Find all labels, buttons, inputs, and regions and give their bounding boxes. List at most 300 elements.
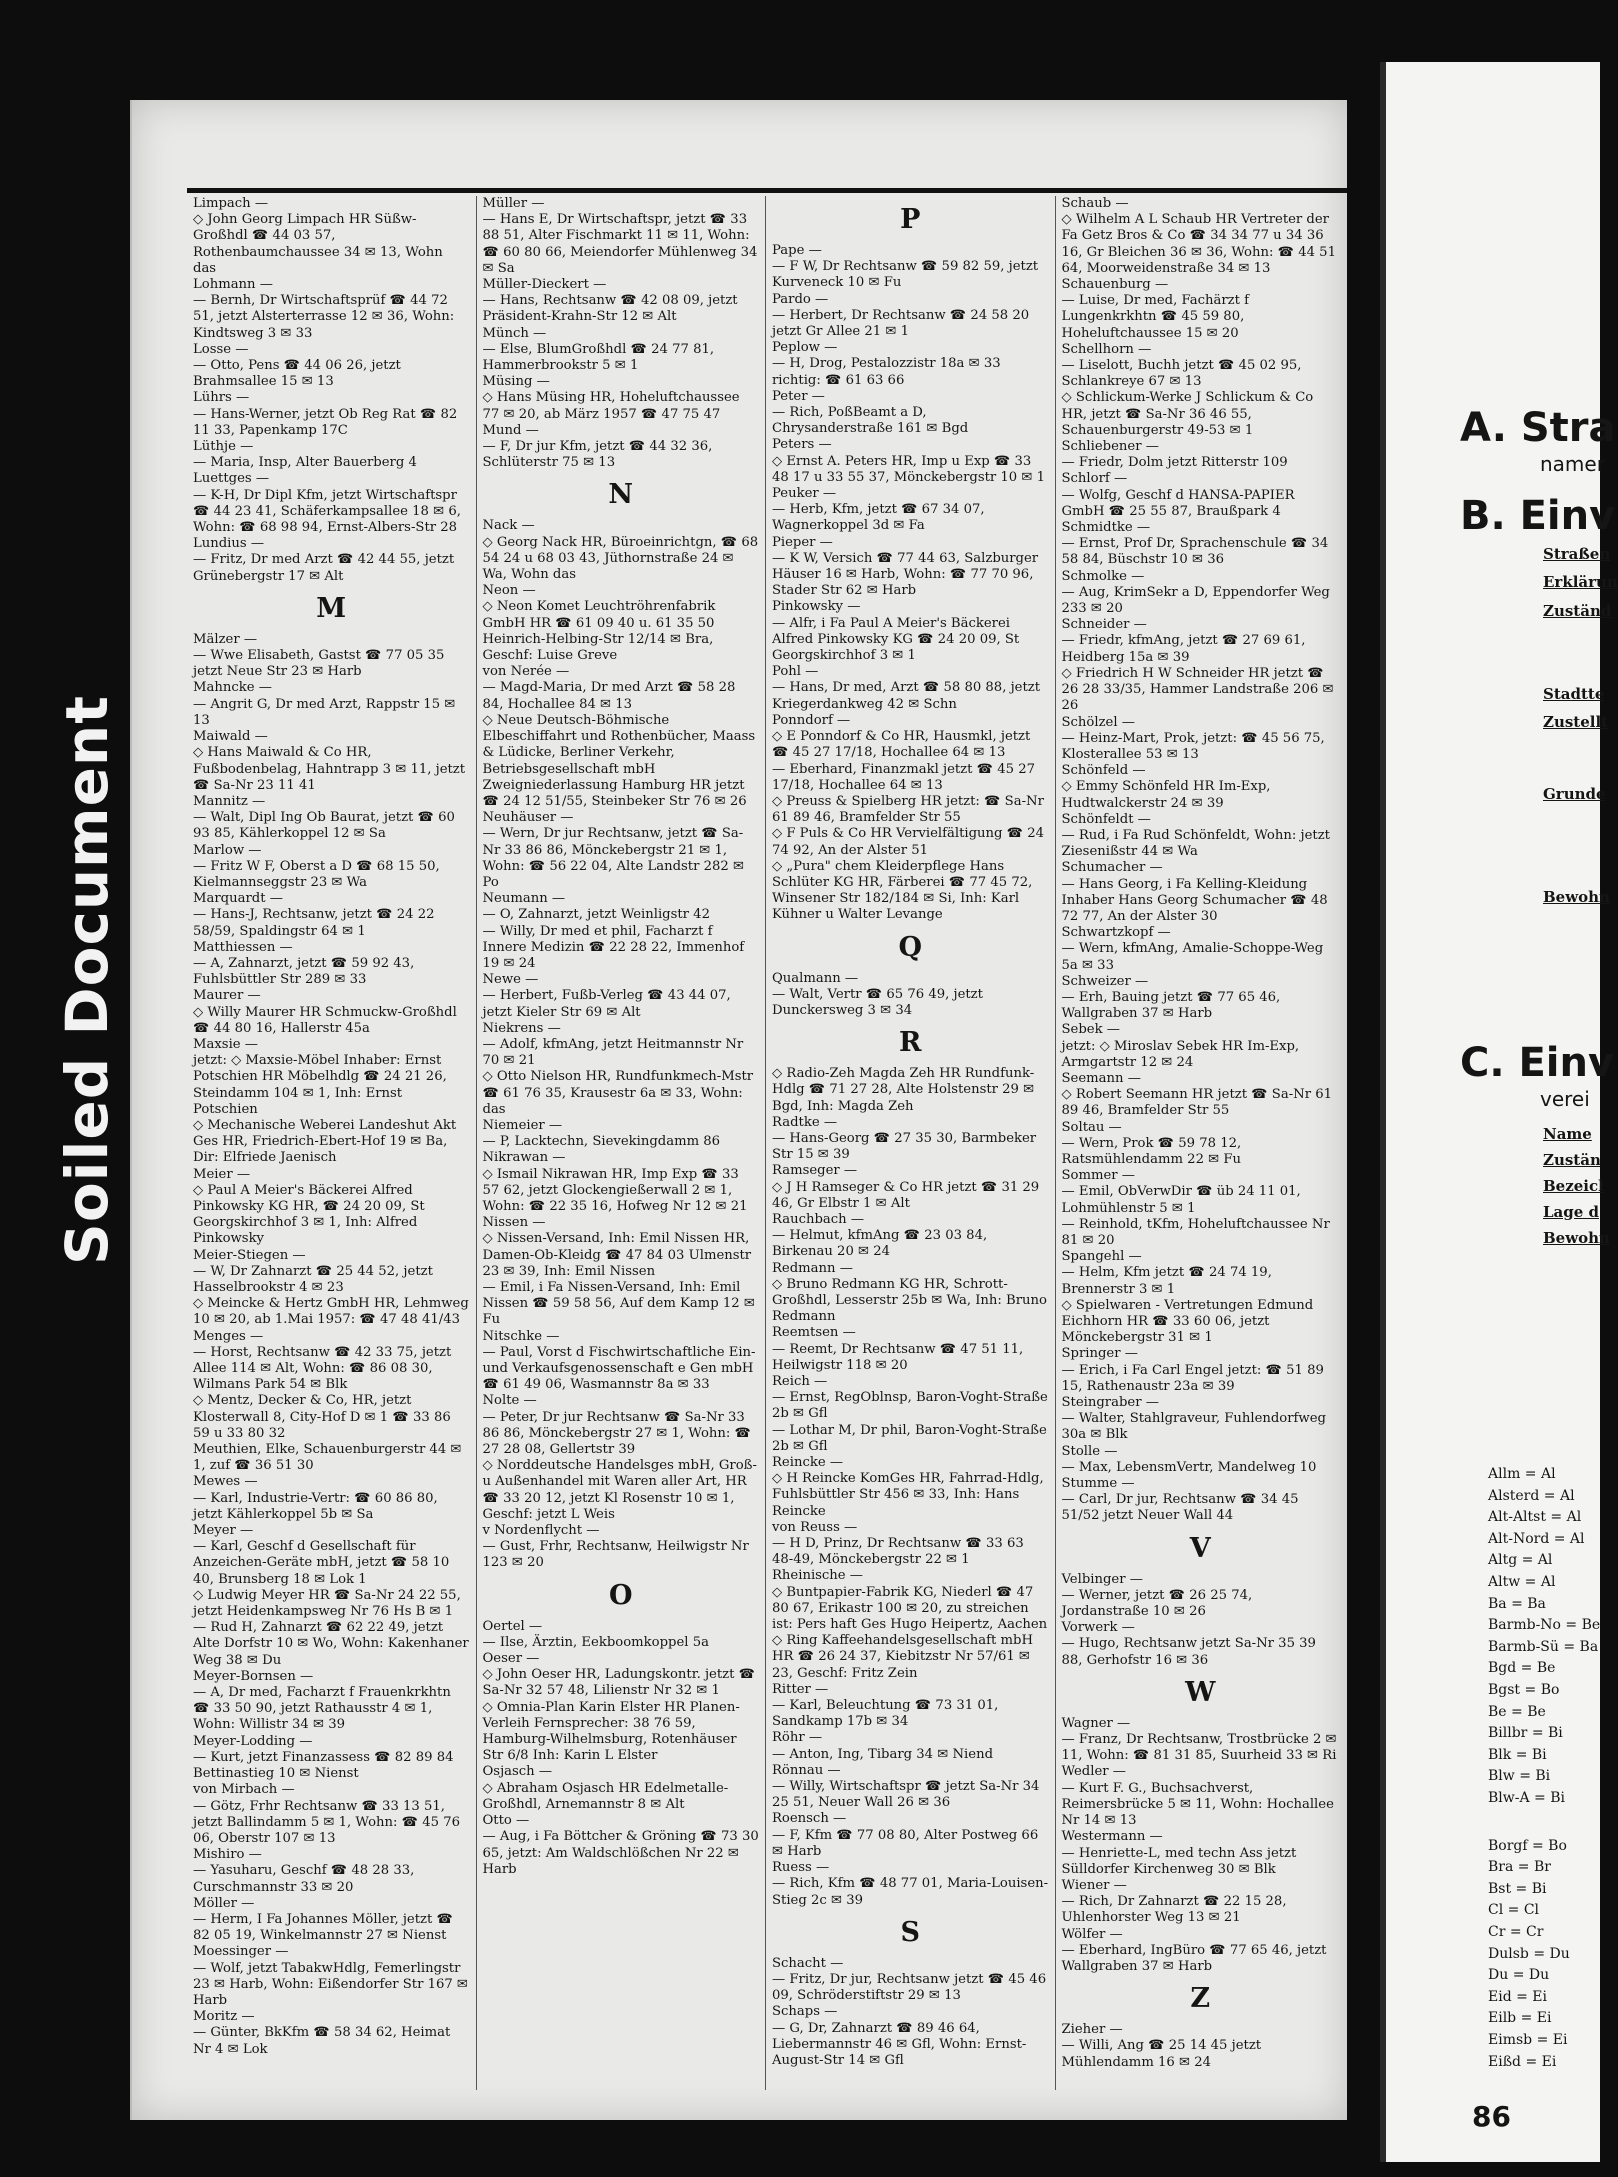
directory-entry: Peplow — (772, 340, 838, 356)
directory-entry: Otto — (482, 1813, 530, 1829)
directory-entry: — Wolfg, Geschf d HANSA-PAPIER GmbH ☎ 25 55 87, Braußpark 4 (1061, 487, 1295, 519)
section-letter: N (608, 479, 634, 511)
directory-entry: ◇ Mentz, Decker & Co, HR, jetzt Klosterwall 8, City-Hof D ✉ 1 ☎ 33 86 59 u 33 80 32 (193, 1393, 451, 1441)
directory-entry: Wagner — (1061, 1715, 1131, 1731)
directory-entry: Oertel — (482, 1618, 543, 1634)
abbreviation-entry: Du = Du (1488, 1967, 1550, 1984)
directory-entry: Niemeier — (482, 1117, 563, 1133)
directory-entry: — A, Zahnarzt, jetzt ☎ 59 92 43, Fuhlsbüttler Str 289 ✉ 33 (193, 955, 415, 988)
directory-entry: — Karl, Beleuchtung ☎ 73 31 01, Sandkamp 17b ✉ 34 (772, 1698, 999, 1730)
directory-entry: — Rich, PoßBeamt a D, Chrysanderstraße 161 ✉ Bgd (772, 405, 969, 437)
directory-entry: ◇ Ernst A. Peters HR, Imp u Exp ☎ 33 48 17 u 33 55 37, Mönckebergstr 10 ✉ 1 (772, 453, 1046, 485)
contents-link: Grunde (1543, 785, 1606, 803)
directory-entry: ◇ F Puls & Co HR Vervielfältigung ☎ 24 74 92, An der Alster 51 (772, 826, 1045, 858)
abbreviation-entry: Eilb = Ei (1488, 2010, 1552, 2027)
directory-entry: Mishiro — (193, 1847, 262, 1863)
directory-entry: Schliebener — (1061, 439, 1159, 455)
directory-page (130, 100, 1347, 2120)
directory-entry: Neuhäuser — (482, 810, 574, 826)
directory-entry: — Helm, Kfm jetzt ☎ 24 74 19, Brennerstr 3 ✉ 1 (1061, 1265, 1272, 1297)
directory-entry: — Aug, KrimSekr a D, Eppendorfer Weg 233 ✉ 20 (1061, 584, 1330, 617)
directory-entry: Maurer — (193, 988, 261, 1004)
directory-entry: — Herm, I Fa Johannes Möller, jetzt ☎ 82 05 19, Winkelmannstr 27 ✉ Nienst (193, 1911, 453, 1944)
directory-entry: Matthiessen — (193, 939, 293, 955)
directory-entry: ◇ Abraham Osjasch HR Edelmetalle-Großhdl, Arnemannstr 8 ✉ Alt (482, 1780, 729, 1812)
section-subheading: verei (1540, 1087, 1590, 1111)
abbreviation-entry: Bgst = Bo (1488, 1682, 1560, 1698)
contents-link: Erklärun (1543, 573, 1618, 591)
directory-entry: Luettges — (193, 471, 270, 487)
abbreviation-entry: Alt-Nord = Al (1488, 1530, 1585, 1547)
directory-entry: Zieher — (1061, 2022, 1123, 2038)
top-rule (187, 188, 1347, 193)
directory-entry: Losse — (193, 341, 249, 357)
directory-entry: — F, Kfm ☎ 77 08 80, Alter Postweg 66 ✉ Harb (772, 1827, 1039, 1859)
directory-entry: Seemann — (1061, 1070, 1141, 1086)
adjacent-page (1380, 62, 1618, 2162)
directory-entry: Pape — (772, 243, 822, 258)
directory-entry: — Kurt, jetzt Finanzassess ☎ 82 89 84 Bettinastieg 10 ✉ Nienst (193, 1749, 454, 1782)
directory-entry: Peuker — (772, 486, 837, 502)
directory-entry: Pardo — (772, 291, 829, 307)
page-number: 86 (1472, 2100, 1511, 2133)
directory-entry: Marlow — (193, 842, 262, 858)
directory-entry: Möller — (193, 1895, 255, 1911)
directory-entry: Maiwald — (193, 729, 268, 745)
directory-entry: — Rich, Kfm ☎ 48 77 01, Maria-Louisen-Stieg 2c ✉ 39 (772, 1876, 1049, 1908)
directory-entry: — A, Dr med, Facharzt f Frauenkrkhtn ☎ 33 50 90, jetzt Rathausstr 4 ✉ 1, Wohn: Willistr 34 ✉ 39 (193, 1685, 451, 1733)
directory-entry: ◇ Paul A Meier's Bäckerei Alfred Pinkowsky KG HR, ☎ 24 20 09, St Georgskirchhof 3 ✉ 1, Inh: Alfred Pinkowsky (193, 1182, 425, 1247)
directory-entry: — H D, Prinz, Dr Rechtsanw ☎ 33 63 48-49, Mönckebergstr 22 ✉ 1 (772, 1536, 1024, 1568)
directory-entry: — Rud, i Fa Rud Schönfeldt, Wohn: jetzt Ziesenißstr 44 ✉ Wa (1061, 827, 1330, 860)
directory-entry: — Heinz-Mart, Prok, jetzt: ☎ 45 56 75, Klosterallee 53 ✉ 13 (1061, 730, 1325, 762)
directory-entry: — Wern, Prok ☎ 59 78 12, Ratsmühlendamm 22 ✉ Fu (1061, 1135, 1242, 1167)
directory-entry: — Hans E, Dr Wirtschaftspr, jetzt ☎ 33 88 51, Alter Fischmarkt 11 ✉ 11, Wohn: ☎ 60 80 66, Meiendorfer Mühlenweg 34 ✉ Sa (482, 212, 758, 276)
directory-entry: Pieper — (772, 534, 833, 550)
directory-entry: — Erich, i Fa Carl Engel jetzt: ☎ 51 89 15, Rathenaustr 23a ✉ 39 (1061, 1362, 1324, 1394)
directory-entry: ◇ Preuss & Spielberg HR jetzt: ☎ Sa-Nr 61 89 46, Bramfelder Str 55 (772, 793, 1044, 826)
directory-entry: Sommer — (1061, 1168, 1135, 1184)
directory-entry: Rönnau — (772, 1762, 841, 1778)
contents-link: Straßen (1543, 545, 1611, 563)
directory-entry: Mannitz — (193, 793, 266, 809)
abbreviation-entry: Cl = Cl (1488, 1902, 1540, 1919)
directory-entry: — K-H, Dr Dipl Kfm, jetzt Wirtschaftspr ☎ 44 23 41, Schäferkampsallee 18 ✉ 6, Wohn: ☎ 68 98 94, Ernst-Albers-Str 28 (193, 487, 461, 536)
directory-entry: — O, Zahnarzt, jetzt Weinligstr 42 (482, 907, 710, 923)
directory-entry: Lohmann — (193, 277, 273, 293)
abbreviation-entry: Blw = Bi (1488, 1768, 1551, 1785)
directory-entry: — Herbert, Fußb-Verleg ☎ 43 44 07, jetzt Kieler Str 69 ✉ Alt (482, 988, 731, 1020)
directory-entry: Maxsie — (193, 1036, 258, 1052)
directory-entry: Schacht — (772, 1955, 844, 1971)
directory-entry: Münch — (482, 325, 547, 341)
section-letter: S (900, 1916, 920, 1948)
directory-entry: ◇ E Ponndorf & Co HR, Hausmkl, jetzt ☎ 45 27 17/18, Hochallee 64 ✉ 13 (772, 729, 1031, 761)
directory-entry: Nissen — (482, 1215, 546, 1231)
directory-entry: — Willy, Dr med et phil, Facharzt f Innere Medizin ☎ 22 28 22, Immenhof 19 ✉ 24 (482, 923, 745, 971)
directory-entry: ◇ Mechanische Weberei Landeshut Akt Ges HR, Friedrich-Ebert-Hof 19 ✉ Ba, Dir: Elfriede Jaenisch (193, 1117, 457, 1166)
directory-entry: — Hans, Rechtsanw ☎ 42 08 09, jetzt Präsident-Krahn-Str 12 ✉ Alt (482, 293, 738, 325)
directory-entry: ◇ John Oeser HR, Ladungskontr. jetzt ☎ Sa-Nr 32 57 48, Lilienstr Nr 32 ✉ 1 (482, 1667, 756, 1699)
directory-entry: ◇ Otto Nielson HR, Rundfunkmech-Mstr ☎ 61 76 35, Krausestr 6a ✉ 33, Wohn: das (482, 1069, 754, 1117)
directory-entry: ◇ Ludwig Meyer HR ☎ Sa-Nr 24 22 55, jetzt Heidenkampsweg Nr 76 Hs B ✉ 1 (193, 1587, 461, 1620)
directory-columns (187, 196, 1345, 2090)
section-letter: O (608, 1579, 633, 1611)
directory-entry: Schellhorn — (1061, 341, 1152, 357)
section-heading: A. Stra (1460, 405, 1616, 451)
directory-entry: Ponndorf — (772, 712, 851, 728)
directory-entry: Schlorf — (1061, 471, 1128, 487)
directory-entry: — Anton, Ing, Tibarg 34 ✉ Niend (772, 1746, 994, 1762)
directory-entry: Springer — (1061, 1346, 1138, 1362)
directory-entry: Rheinische — (772, 1568, 863, 1584)
directory-entry: Moessinger — (193, 1944, 289, 1960)
directory-entry: v Nordenflycht — (482, 1523, 600, 1539)
directory-entry: ◇ Ring Kaffeehandelsgesellschaft mbH HR ☎ 26 24 37, Kiebitzstr Nr 57/61 ✉ 23, Geschf: Fritz Zein (772, 1633, 1033, 1681)
directory-entry: Wölfer — (1061, 1926, 1123, 1942)
directory-entry: — Hans-Werner, jetzt Ob Reg Rat ☎ 82 11 33, Papenkamp 17C (193, 406, 458, 438)
directory-entry: — Otto, Pens ☎ 44 06 26, jetzt Brahmsallee 15 ✉ 13 (193, 358, 401, 390)
directory-entry: Schumacher — (1061, 860, 1163, 876)
directory-entry: — Hugo, Rechtsanw jetzt Sa-Nr 35 39 88, Gerhofstr 16 ✉ 36 (1061, 1636, 1316, 1668)
directory-entry: — Herbert, Dr Rechtsanw ☎ 24 58 20 jetzt Gr Allee 21 ✉ 1 (772, 307, 1030, 340)
directory-entry: ◇ H Reincke KomGes HR, Fahrrad-Hdlg, Fuhlsbüttler Str 456 ✉ 33, Inh: Hans Reincke (772, 1471, 1044, 1519)
directory-entry: Neon — (482, 583, 536, 599)
directory-entry: Schmidtke — (1061, 520, 1151, 536)
directory-entry: Nikrawan — (482, 1150, 566, 1166)
directory-entry: Müller-Dieckert — (482, 277, 607, 293)
directory-entry: Meyer — (193, 1523, 254, 1539)
directory-entry: — Fritz, Dr jur, Rechtsanw jetzt ☎ 45 46 09, Schröderstiftstr 29 ✉ 13 (772, 1971, 1047, 2004)
directory-entry: Mälzer — (193, 631, 258, 647)
abbreviation-entry: Barmb-Sü = Ba (1488, 1638, 1599, 1655)
directory-entry: — Peter, Dr jur Rechtsanw ☎ Sa-Nr 33 86 86, Mönckebergstr 27 ✉ 1, Wohn: ☎ 27 28 08, Gellertstr 39 (482, 1409, 751, 1458)
abbreviation-entry: Blw-A = Bi (1488, 1790, 1565, 1806)
section-letter: W (1185, 1676, 1216, 1708)
directory-entry: — Hans-Georg ☎ 27 35 30, Barmbeker Str 15 ✉ 39 (772, 1130, 1037, 1163)
directory-entry: — Werner, jetzt ☎ 26 25 74, Jordanstraße 10 ✉ 26 (1061, 1587, 1253, 1620)
directory-entry: — F, Dr jur Kfm, jetzt ☎ 44 32 36, Schlüterstr 75 ✉ 13 (482, 439, 713, 471)
directory-entry: — Helmut, kfmAng ☎ 23 03 84, Birkenau 20 ✉ 24 (772, 1228, 988, 1260)
directory-entry: ◇ Neon Komet Leuchtröhrenfabrik GmbH HR ☎ 61 09 40 u. 61 35 50 Heinrich-Helbing-Str 12/14 ✉ Bra, Geschf: Luise Greve (482, 599, 716, 664)
directory-entry: — Kurt F. G., Buchsachverst, Reimersbrücke 5 ✉ 11, Wohn: Hochallee Nr 14 ✉ 13 (1061, 1780, 1334, 1829)
directory-entry: Limpach — (193, 196, 269, 211)
section-heading: B. Einv (1460, 493, 1616, 539)
directory-entry: ◇ Hans Müsing HR, Hoheluftchaussee 77 ✉ 20, ab März 1957 ☎ 47 75 47 (482, 390, 740, 422)
directory-entry: Marquardt — (193, 891, 283, 907)
directory-entry: Neumann — (482, 891, 566, 907)
directory-entry: ◇ Robert Seemann HR jetzt ☎ Sa-Nr 61 89 46, Bramfelder Str 55 (1061, 1087, 1332, 1119)
directory-entry: — Erh, Bauing jetzt ☎ 77 65 46, Wallgraben 37 ✉ Harb (1061, 989, 1281, 1022)
abbreviation-entry: Bst = Bi (1488, 1880, 1547, 1897)
directory-entry: — Karl, Industrie-Vertr: ☎ 60 86 80, jetzt Kählerkoppel 5b ✉ Sa (193, 1490, 438, 1522)
section-letter: Z (1190, 1983, 1211, 2015)
directory-entry: — H, Drog, Pestalozzistr 18a ✉ 33 richtig: ☎ 61 63 66 (772, 356, 1001, 388)
directory-entry: ◇ Nissen-Versand, Inh: Emil Nissen HR, Damen-Ob-Kleidg ☎ 47 84 03 Ulmenstr 23 ✉ 39, Inh: Emil Nissen (482, 1231, 752, 1279)
directory-entry: — Walter, Stahlgraveur, Fuhlendorfweg 30a ✉ Blk (1061, 1411, 1326, 1443)
directory-entry: von Nerée — (482, 664, 570, 680)
stamp-text: Soiled Document (53, 695, 122, 1265)
directory-entry: jetzt: ◇ Miroslav Sebek HR Im-Exp, Armgartstr 12 ✉ 24 (1061, 1038, 1300, 1070)
abbreviation-entry: Be = Be (1488, 1703, 1546, 1720)
directory-entry: — Herb, Kfm, jetzt ☎ 67 34 07, Wagnerkoppel 3d ✉ Fa (772, 502, 985, 534)
directory-entry: Peter — (772, 388, 825, 404)
directory-entry: ◇ Hans Maiwald & Co HR, Fußbodenbelag, Hahntrapp 3 ✉ 11, jetzt ☎ Sa-Nr 23 11 41 (193, 745, 466, 793)
directory-entry: Schweizer — (1061, 973, 1149, 989)
directory-entry: — Friedr, kfmAng, jetzt ☎ 27 69 61, Heidberg 15a ✉ 39 (1061, 633, 1306, 665)
abbreviation-entry: Barmb-No = Be (1488, 1617, 1601, 1634)
section-letter: Q (898, 931, 923, 963)
page-gutter (1380, 62, 1386, 2162)
directory-entry: — Rich, Dr Zahnarzt ☎ 22 15 28, Uhlenhorster Weg 13 ✉ 21 (1061, 1894, 1287, 1926)
directory-entry: ◇ Neue Deutsch-Böhmische Elbeschiffahrt und Rothenbücher, Maass & Lüdicke, Berliner Verkehr, Betriebsgesellschaft mbH Zweigniederlassung Hamburg HR jetzt ☎ 24 12 51/55, Steinbeker Str 76 ✉ 26 (482, 712, 756, 809)
column-1 (187, 196, 477, 2090)
directory-entry: Westermann — (1061, 1829, 1163, 1845)
directory-entry: Niekrens — (482, 1020, 561, 1036)
abbreviation-entry: Billbr = Bi (1488, 1725, 1563, 1742)
abbreviation-entry: Eid = Ei (1488, 1988, 1547, 2005)
directory-entry: Redmann — (772, 1260, 853, 1276)
directory-entry: — Willi, Ang ☎ 25 14 45 jetzt Mühlendamm 16 ✉ 24 (1061, 2038, 1262, 2070)
directory-entry: ◇ Georg Nack HR, Büroeinrichtgn, ☎ 68 54 24 u 68 03 43, Jüthornstraße 24 ✉ Wa, Wohn das (482, 534, 759, 583)
directory-entry: — Ilse, Ärztin, Eekboomkoppel 5a (482, 1634, 709, 1650)
directory-entry: ◇ J H Ramseger & Co HR jetzt ☎ 31 29 46, Gr Elbstr 1 ✉ Alt (772, 1179, 1040, 1211)
directory-entry: ◇ Omnia-Plan Karin Elster HR Planen-Verleih Fernsprecher: 38 76 59, Hamburg-Wilhelmsburg, Rotenhäuser Str 6/8 Inh: Karin L Elster (482, 1699, 740, 1764)
column-4 (1056, 196, 1346, 2090)
directory-entry: — Maria, Insp, Alter Bauerberg 4 (193, 455, 417, 471)
directory-entry: Lundius — (193, 536, 265, 552)
directory-entry: — Fritz, Dr med Arzt ☎ 42 44 55, jetzt Grünebergstr 17 ✉ Alt (193, 552, 455, 584)
contents-link: Lage d (1543, 1203, 1600, 1221)
directory-entry: — Wwe Elisabeth, Gastst ☎ 77 05 35 jetzt Neue Str 23 ✉ Harb (193, 648, 445, 680)
contents-link: Bewohn (1543, 1229, 1610, 1247)
directory-entry: von Mirbach — (193, 1782, 295, 1798)
abbreviation-entry: Altg = Al (1488, 1552, 1553, 1569)
directory-entry: — Hans-J, Rechtsanw, jetzt ☎ 24 22 58/59, Spaldingstr 64 ✉ 1 (193, 907, 435, 939)
directory-entry: Pohl — (772, 664, 819, 680)
directory-entry: — K W, Versich ☎ 77 44 63, Salzburger Häuser 16 ✉ Harb, Wohn: ☎ 77 70 96, Stader Str 62 ✉ Harb (772, 550, 1039, 599)
contents-link: Zuständ (1543, 602, 1612, 620)
directory-entry: — Wern, kfmAng, Amalie-Schoppe-Weg 5a ✉ 33 (1061, 941, 1324, 973)
abbreviation-entry: Altw = Al (1488, 1574, 1556, 1590)
directory-entry: — Horst, Rechtsanw ☎ 42 33 75, jetzt Allee 114 ✉ Alt, Wohn: ☎ 86 08 30, Wilmans Park 54 ✉ Blk (193, 1344, 452, 1393)
abbreviation-entry: Borgf = Bo (1488, 1837, 1567, 1854)
directory-entry: — P, Lacktechn, Sievekingdamm 86 (482, 1134, 721, 1150)
directory-entry: — Angrit G, Dr med Arzt, Rappstr 15 ✉ 13 (193, 696, 456, 728)
directory-entry: von Reuss — (772, 1519, 858, 1535)
directory-entry: Nolte — (482, 1393, 537, 1409)
directory-entry: Müller — (482, 196, 545, 211)
section-subheading: namer (1540, 452, 1605, 476)
directory-entry: Meyer-Lodding — (193, 1733, 313, 1749)
section-letter: P (900, 204, 921, 235)
contents-link: Bezeicl (1543, 1177, 1604, 1195)
abbreviation-entry: Alsterd = Al (1488, 1487, 1575, 1504)
directory-entry: — Günter, BkKfm ☎ 58 34 62, Heimat Nr 4 ✉ Lok (193, 2025, 451, 2057)
column-2 (477, 196, 767, 2090)
contents-link: Zustän (1543, 1151, 1601, 1169)
directory-entry: Peters — (772, 437, 832, 453)
directory-entry: — Eberhard, Finanzmakl jetzt ☎ 45 27 17/18, Hochallee 64 ✉ 13 (772, 761, 1035, 793)
abbreviation-entry: Bgd = Be (1488, 1660, 1556, 1677)
directory-entry: — Aug, i Fa Böttcher & Gröning ☎ 73 30 65, jetzt: Am Waldschlößchen Nr 22 ✉ Harb (482, 1829, 759, 1877)
directory-entry: Stumme — (1061, 1476, 1135, 1492)
directory-entry: — Hans Georg, i Fa Kelling-Kleidung Inhaber Hans Georg Schumacher ☎ 48 72 77, An der Alster 30 (1061, 876, 1328, 924)
abbreviation-entry: Cr = Cr (1488, 1924, 1544, 1940)
directory-entry: Qualmann — (772, 970, 859, 986)
contents-link: Zustellt (1543, 713, 1609, 731)
directory-entry: Velbinger — (1061, 1571, 1143, 1587)
directory-entry: Schölzel — (1061, 714, 1135, 730)
directory-entry: — Bernh, Dr Wirtschaftsprüf ☎ 44 72 51, jetzt Alsterterrasse 12 ✉ 36, Wohn: Kindtsweg 3 ✉ 33 (193, 293, 455, 341)
directory-entry: — Luise, Dr med, Fachärzt f Lungenkrkhtn ☎ 45 59 80, Hoheluftchaussee 15 ✉ 20 (1061, 293, 1249, 341)
directory-entry: Moritz — (193, 2009, 255, 2025)
directory-entry: Schaub — (1061, 196, 1129, 211)
directory-entry: — Max, LebensmVertr, Mandelweg 10 (1061, 1459, 1317, 1475)
directory-entry: Schmolke — (1061, 568, 1145, 584)
directory-entry: — Henriette-L, med techn Ass jetzt Sülldorfer Kirchenweg 30 ✉ Blk (1061, 1845, 1297, 1877)
directory-entry: — Eberhard, IngBüro ☎ 77 65 46, jetzt Wallgraben 37 ✉ Harb (1061, 1942, 1327, 1974)
directory-entry: Soltau — (1061, 1119, 1122, 1135)
abbreviation-entry: Eißd = Ei (1488, 2053, 1557, 2070)
directory-entry: Stolle — (1061, 1443, 1118, 1459)
directory-entry: ◇ Wilhelm A L Schaub HR Vertreter der Fa Getz Bros & Co ☎ 34 34 77 u 34 36 16, Gr Bleichen 36 ✉ 36, Wohn: ☎ 44 51 64, Moorweidenstraße 34 ✉ 13 (1061, 212, 1336, 276)
section-heading: C. Einv (1460, 1040, 1615, 1086)
directory-entry: Schwartzkopf — (1061, 925, 1171, 941)
directory-entry: Spangehl — (1061, 1249, 1142, 1265)
section-letter: V (1189, 1532, 1211, 1564)
directory-entry: ◇ Emmy Schönfeld HR Im-Exp, Hudtwalckerstr 24 ✉ 39 (1061, 779, 1271, 811)
directory-entry: — Friedr, Dolm jetzt Ritterstr 109 (1061, 455, 1288, 471)
directory-entry: — Alfr, i Fa Paul A Meier's Bäckerei Alfred Pinkowsky KG ☎ 24 20 09, St Georgskirchhof 3 ✉ 1 (772, 615, 1020, 664)
directory-entry: — Emil, i Fa Nissen-Versand, Inh: Emil Nissen ☎ 59 58 56, Auf dem Kamp 12 ✉ Fu (482, 1280, 755, 1328)
directory-entry: Reich — (772, 1374, 828, 1389)
directory-entry: — Karl, Geschf d Gesellschaft für Anzeichen-Geräte mbH, jetzt ☎ 58 10 40, Brunsberg 18 ✉ Lok 1 (193, 1539, 450, 1587)
directory-entry: Schönfeldt — (1061, 811, 1151, 827)
directory-entry: — Emil, ObVerwDir ☎ üb 24 11 01, Lohmühlenstr 5 ✉ 1 (1061, 1184, 1301, 1216)
directory-entry: Ritter — (772, 1681, 829, 1697)
abbreviation-entry: Blk = Bi (1488, 1746, 1547, 1763)
section-letter: M (316, 592, 347, 624)
contents-link: Name (1543, 1125, 1592, 1143)
directory-entry: ◇ Ismail Nikrawan HR, Imp Exp ☎ 33 57 62, jetzt Glockengießerwall 2 ✉ 1, Wohn: ☎ 22 35 16, Hofweg Nr 12 ✉ 21 (482, 1166, 748, 1214)
directory-entry: — Carl, Dr jur, Rechtsanw ☎ 34 45 51/52 jetzt Neuer Wall 44 (1061, 1492, 1299, 1524)
directory-entry: Schönfeld — (1061, 763, 1146, 779)
directory-entry: Newe — (482, 972, 539, 988)
abbreviation-entry: Eimsb = Ei (1488, 2032, 1568, 2048)
directory-entry: Rauchbach — (772, 1211, 865, 1227)
directory-entry: ◇ Willy Maurer HR Schmuckw-Großhdl ☎ 44 80 16, Hallerstr 45a (193, 1004, 457, 1036)
directory-entry: — Franz, Dr Rechtsanw, Trostbrücke 2 ✉ 11, Wohn: ☎ 81 31 85, Suurheid 33 ✉ Ri (1061, 1732, 1337, 1764)
directory-entry: ◇ John Georg Limpach HR Süßw-Großhdl ☎ 44 03 57, Rothenbaumchaussee 34 ✉ 13, Wohn das (193, 212, 443, 276)
directory-entry: Lüthje — (193, 439, 254, 455)
directory-entry: ◇ Meincke & Hertz GmbH HR, Lehmweg 10 ✉ 20, ab 1.Mai 1957: ☎ 47 48 41/43 (193, 1296, 469, 1328)
directory-entry: Steingraber — (1061, 1395, 1159, 1411)
directory-entry: Meyer-Bornsen — (193, 1668, 314, 1684)
directory-entry: — Hans, Dr med, Arzt ☎ 58 80 88, jetzt Kriegerdankweg 42 ✉ Schn (772, 680, 1041, 712)
directory-entry: — W, Dr Zahnarzt ☎ 25 44 52, jetzt Hasselbrookstr 4 ✉ 23 (193, 1263, 433, 1295)
abbreviation-entry: Ba = Ba (1488, 1595, 1546, 1612)
directory-entry: ◇ Spielwaren - Vertretungen Edmund Eichhorn HR ☎ 33 60 06, jetzt Mönckebergstr 31 ✉ 1 (1061, 1297, 1314, 1346)
directory-entry: Pinkowsky — (772, 599, 861, 615)
directory-entry: — Walt, Vertr ☎ 65 76 49, jetzt Dunckersweg 3 ✉ 34 (772, 986, 983, 1018)
directory-entry: Schneider — (1061, 617, 1147, 633)
directory-entry: Mewes — (193, 1474, 258, 1490)
directory-entry: jetzt: ◇ Maxsie-Möbel Inhaber: Ernst Potschien HR Möbelhdlg ☎ 24 21 26, Steindamm 104 ✉ 1, Inh: Ernst Potschien (193, 1053, 447, 1117)
directory-entry: — Lothar M, Dr phil, Baron-Voght-Straße 2b ✉ Gfl (772, 1422, 1047, 1454)
directory-entry: — Fritz W F, Oberst a D ☎ 68 15 50, Kielmannseggstr 23 ✉ Wa (193, 858, 440, 890)
directory-entry: Müsing — (482, 374, 550, 390)
directory-entry: Roensch — (772, 1811, 847, 1827)
directory-entry: Reemtsen — (772, 1325, 856, 1341)
directory-entry: — Wern, Dr jur Rechtsanw, jetzt ☎ Sa-Nr 33 86 86, Mönckebergstr 21 ✉ 1, Wohn: ☎ 56 22 04, Alte Landstr 282 ✉ Po (482, 826, 745, 890)
abbreviation-entry: Bra = Br (1488, 1859, 1551, 1876)
contents-link: Stadtte (1543, 685, 1605, 703)
directory-entry: — Liselott, Buchh jetzt ☎ 45 02 95, Schlankreye 67 ✉ 13 (1061, 358, 1302, 390)
directory-entry: Mahncke — (193, 680, 272, 696)
directory-entry: ◇ Buntpapier-Fabrik KG, Niederl ☎ 47 80 67, Erikastr 100 ✉ 20, zu streichen ist: Pers haft Ges Hugo Heipertz, Aachen (772, 1584, 1048, 1633)
directory-entry: — Gust, Frhr, Rechtsanw, Heilwigstr Nr 123 ✉ 20 (482, 1539, 749, 1571)
directory-entry: Lührs — (193, 390, 250, 406)
directory-entry: Radtke — (772, 1114, 838, 1130)
directory-entry: Menges — (193, 1328, 264, 1344)
directory-entry: Schaps — (772, 2004, 838, 2020)
directory-entry: Nitschke — (482, 1328, 560, 1344)
directory-entry: — Ernst, RegOblnsp, Baron-Voght-Straße 2b ✉ Gfl (772, 1390, 1048, 1422)
column-3 (766, 196, 1056, 2090)
directory-entry: Mund — (482, 422, 539, 438)
directory-entry: — Götz, Frhr Rechtsanw ☎ 33 13 51, jetzt Ballindamm 5 ✉ 1, Wohn: ☎ 45 76 06, Oberstr 107 ✉ 13 (193, 1798, 461, 1846)
contents-link: Bewohn (1543, 888, 1610, 906)
directory-entry: ◇ „Pura" chem Kleiderpflege Hans Schlüter KG HR, Färberei ☎ 77 45 72, Winsener Str 182/184 ✉ Si, Inh: Karl Kühner u Walter Levange (772, 858, 1033, 923)
directory-entry: Röhr — (772, 1730, 823, 1746)
directory-entry: — G, Dr, Zahnarzt ☎ 89 46 64, Liebermannstr 46 ✉ Gfl, Wohn: Ernst-August-Str 14 ✉ Gfl (772, 2020, 1027, 2068)
directory-entry: Schauenburg — (1061, 277, 1169, 293)
directory-entry: Wiener — (1061, 1877, 1127, 1893)
directory-entry: — Else, BlumGroßhdl ☎ 24 77 81, Hammerbrookstr 5 ✉ 1 (482, 341, 715, 374)
directory-entry: Sebek — (1061, 1022, 1120, 1038)
abbreviation-entry: Alt-Altst = Al (1488, 1509, 1582, 1526)
directory-entry: ◇ Radio-Zeh Magda Zeh HR Rundfunk-Hdlg ☎ 71 27 28, Alte Holstenstr 29 ✉ Bgd, Inh: Magda Zeh (772, 1066, 1035, 1114)
directory-entry: — Ernst, Prof Dr, Sprachenschule ☎ 34 58 84, Büschstr 10 ✉ 36 (1061, 536, 1329, 568)
directory-entry: ◇ Schlickum-Werke J Schlickum & Co HR, jetzt ☎ Sa-Nr 36 46 55, Schauenburgerstr 49-53 ✉ 1 (1061, 390, 1314, 438)
directory-entry: ◇ Norddeutsche Handelsges mbH, Groß- u Außenhandel mit Waren aller Art, HR ☎ 33 20 12, jetzt Kl Rosenstr 10 ✉ 1, Geschf: jetzt L Weis (482, 1458, 757, 1522)
directory-entry: — Rud H, Zahnarzt ☎ 62 22 49, jetzt Alte Dorfstr 10 ✉ Wo, Wohn: Kakenhaner Weg 38 ✉ Du (193, 1620, 469, 1668)
directory-entry: — Reinhold, tKfm, Hoheluftchaussee Nr 81 ✉ 20 (1061, 1216, 1330, 1248)
directory-entry: Meier-Stiegen — (193, 1247, 306, 1263)
directory-entry: Ramseger — (772, 1163, 858, 1179)
directory-entry: — Reemt, Dr Rechtsanw ☎ 47 51 11, Heilwigstr 118 ✉ 20 (772, 1341, 1024, 1373)
directory-entry: Meuthien, Elke, Schauenburgerstr 44 ✉ 1, zuf ☎ 36 51 30 (193, 1442, 462, 1474)
directory-entry: Ruess — (772, 1860, 830, 1876)
directory-entry: ◇ Bruno Redmann KG HR, Schrott-Großhdl, Lesserstr 25b ✉ Wa, Inh: Bruno Redmann (772, 1276, 1047, 1325)
directory-entry: Reincke — (772, 1455, 844, 1471)
directory-entry: — Walt, Dipl Ing Ob Baurat, jetzt ☎ 60 93 85, Kählerkoppel 12 ✉ Sa (193, 810, 455, 842)
directory-entry: — Yasuharu, Geschf ☎ 48 28 33, Curschmannstr 33 ✉ 20 (193, 1863, 415, 1895)
abbreviation-entry: Allm = Al (1488, 1466, 1556, 1482)
directory-entry: — Magd-Maria, Dr med Arzt ☎ 58 28 84, Hochallee 84 ✉ 13 (482, 680, 736, 712)
directory-entry: Nack — (482, 518, 535, 534)
directory-entry: Osjasch — (482, 1764, 553, 1780)
directory-entry: Vorwerk — (1061, 1620, 1135, 1636)
directory-entry: ◇ Friedrich H W Schneider HR jetzt ☎ 26 28 33/35, Hammer Landstraße 206 ✉ 26 (1061, 665, 1334, 714)
directory-entry: Wedler — (1061, 1764, 1126, 1780)
directory-entry: — Wolf, jetzt TabakwHdlg, Femerlingstr 23 ✉ Harb, Wohn: Eißendorfer Str 167 ✉ Harb (193, 1960, 468, 2008)
abbreviation-entry: Dulsb = Du (1488, 1945, 1570, 1962)
directory-entry: Oeser — (482, 1651, 540, 1667)
section-letter: R (899, 1027, 922, 1059)
directory-entry: — F W, Dr Rechtsanw ☎ 59 82 59, jetzt Kurveneck 10 ✉ Fu (772, 259, 1039, 291)
